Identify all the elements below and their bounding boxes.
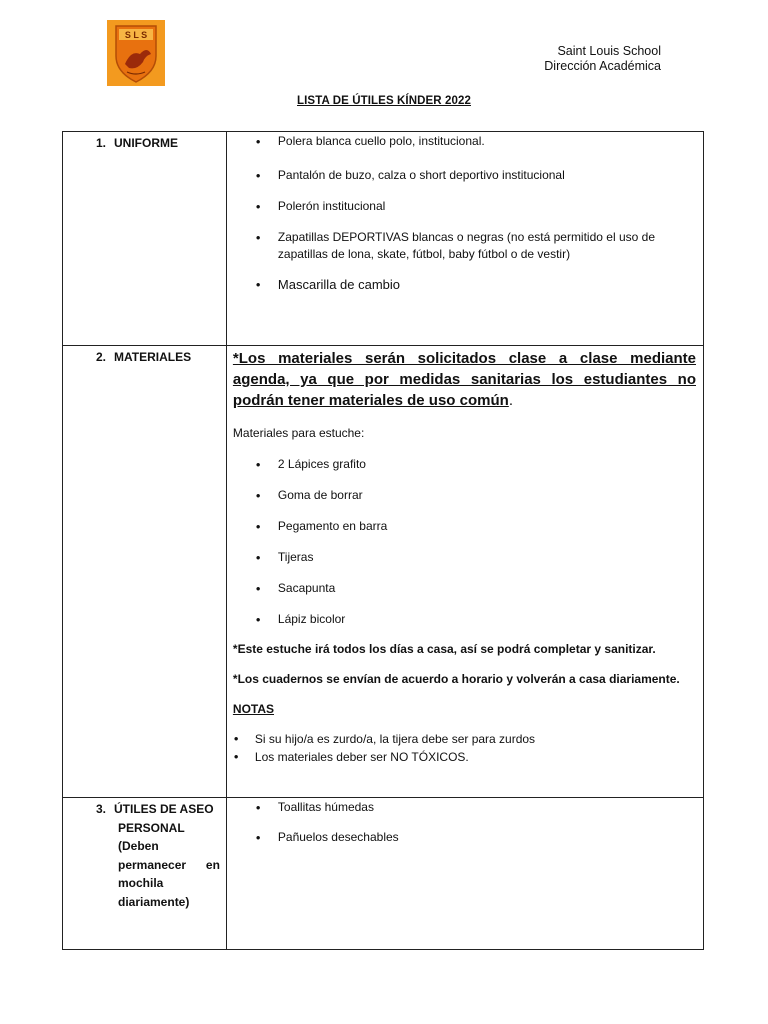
uniforme-items-cell: [226, 132, 703, 346]
aseo-items-cell: [226, 798, 703, 950]
row-aseo: [63, 798, 704, 950]
list-item: • Los materiales deber ser NO TÓXICOS.: [227, 748, 703, 766]
list-item: • Goma de borrar: [227, 487, 703, 504]
section-number: 2.: [96, 350, 107, 364]
warning-period: .: [508, 392, 513, 409]
list-item: • Toallitas húmedas: [227, 799, 703, 816]
supplies-table: [62, 131, 704, 950]
school-header: [544, 44, 661, 74]
section-title: ÚTILES DE ASEO: [114, 802, 214, 816]
list-item: • Sacapunta: [227, 580, 703, 597]
uniforme-label-cell: [63, 132, 227, 346]
list-item: • Pañuelos desechables: [227, 829, 703, 846]
section-title: MATERIALES: [114, 350, 192, 364]
section-title: UNIFORME: [114, 136, 178, 150]
warning-text: *Los materiales serán solicitados clase a clase mediante agenda, ya que por medidas sanitarias los estudiantes no podrán tener materiales de uso común: [232, 350, 696, 409]
section-label-aseo: [63, 798, 226, 911]
section-label-materiales: [63, 346, 226, 367]
notas-list: [227, 730, 703, 766]
section-title-line: (Deben: [118, 839, 159, 853]
list-item: • 2 Lápices grafito: [227, 456, 703, 473]
estuche-intro: Materiales para estuche:: [232, 426, 365, 440]
section-title-line: diariamente): [118, 894, 190, 909]
materiales-label-cell: [63, 346, 227, 798]
aseo-list: [227, 799, 703, 846]
list-item: • Polerón institucional: [227, 198, 703, 215]
row-uniforme: [63, 132, 704, 346]
school-name: Saint Louis School: [557, 44, 661, 58]
department-name: Dirección Académica: [544, 59, 661, 73]
materiales-items-cell: [226, 346, 703, 798]
notas-heading: NOTAS: [232, 702, 275, 716]
uniforme-list: [227, 133, 703, 293]
logo-initials: S L S: [124, 30, 148, 40]
school-logo: [107, 20, 165, 86]
section-number: 3.: [96, 802, 107, 816]
aseo-label-cell: [63, 798, 227, 950]
section-number: 1.: [96, 136, 107, 150]
list-item: • Lápiz bicolor: [227, 611, 703, 628]
section-title-line: PERSONAL: [118, 820, 185, 835]
estuche-note: *Este estuche irá todos los días a casa, así se podrá completar y sanitizar.: [232, 642, 656, 656]
estuche-list: [227, 456, 703, 628]
list-item: • Mascarilla de cambio: [227, 276, 703, 293]
section-title-line: mochila: [118, 876, 164, 890]
section-title-line: permanecer en: [118, 857, 220, 872]
list-item: • Tijeras: [227, 549, 703, 566]
list-item: • Polera blanca cuello polo, institucional.: [227, 133, 703, 150]
list-item: • Pantalón de buzo, calza o short deportivo institucional: [227, 167, 703, 184]
list-item: • Zapatillas DEPORTIVAS blancas o negras (no está permitido el uso de zapatillas de lona, skate, fútbol, baby fútbol o de vestir): [227, 229, 703, 263]
section-label-uniforme: [63, 132, 226, 153]
cuadernos-note: *Los cuadernos se envían de acuerdo a horario y volverán a casa diariamente.: [232, 672, 680, 686]
list-item: • Si su hijo/a es zurdo/a, la tijera debe ser para zurdos: [227, 730, 703, 748]
document-title: LISTA DE ÚTILES KÍNDER 2022: [297, 95, 471, 107]
row-materiales: [63, 346, 704, 798]
list-item: • Pegamento en barra: [227, 518, 703, 535]
materiales-warning: [233, 348, 696, 411]
